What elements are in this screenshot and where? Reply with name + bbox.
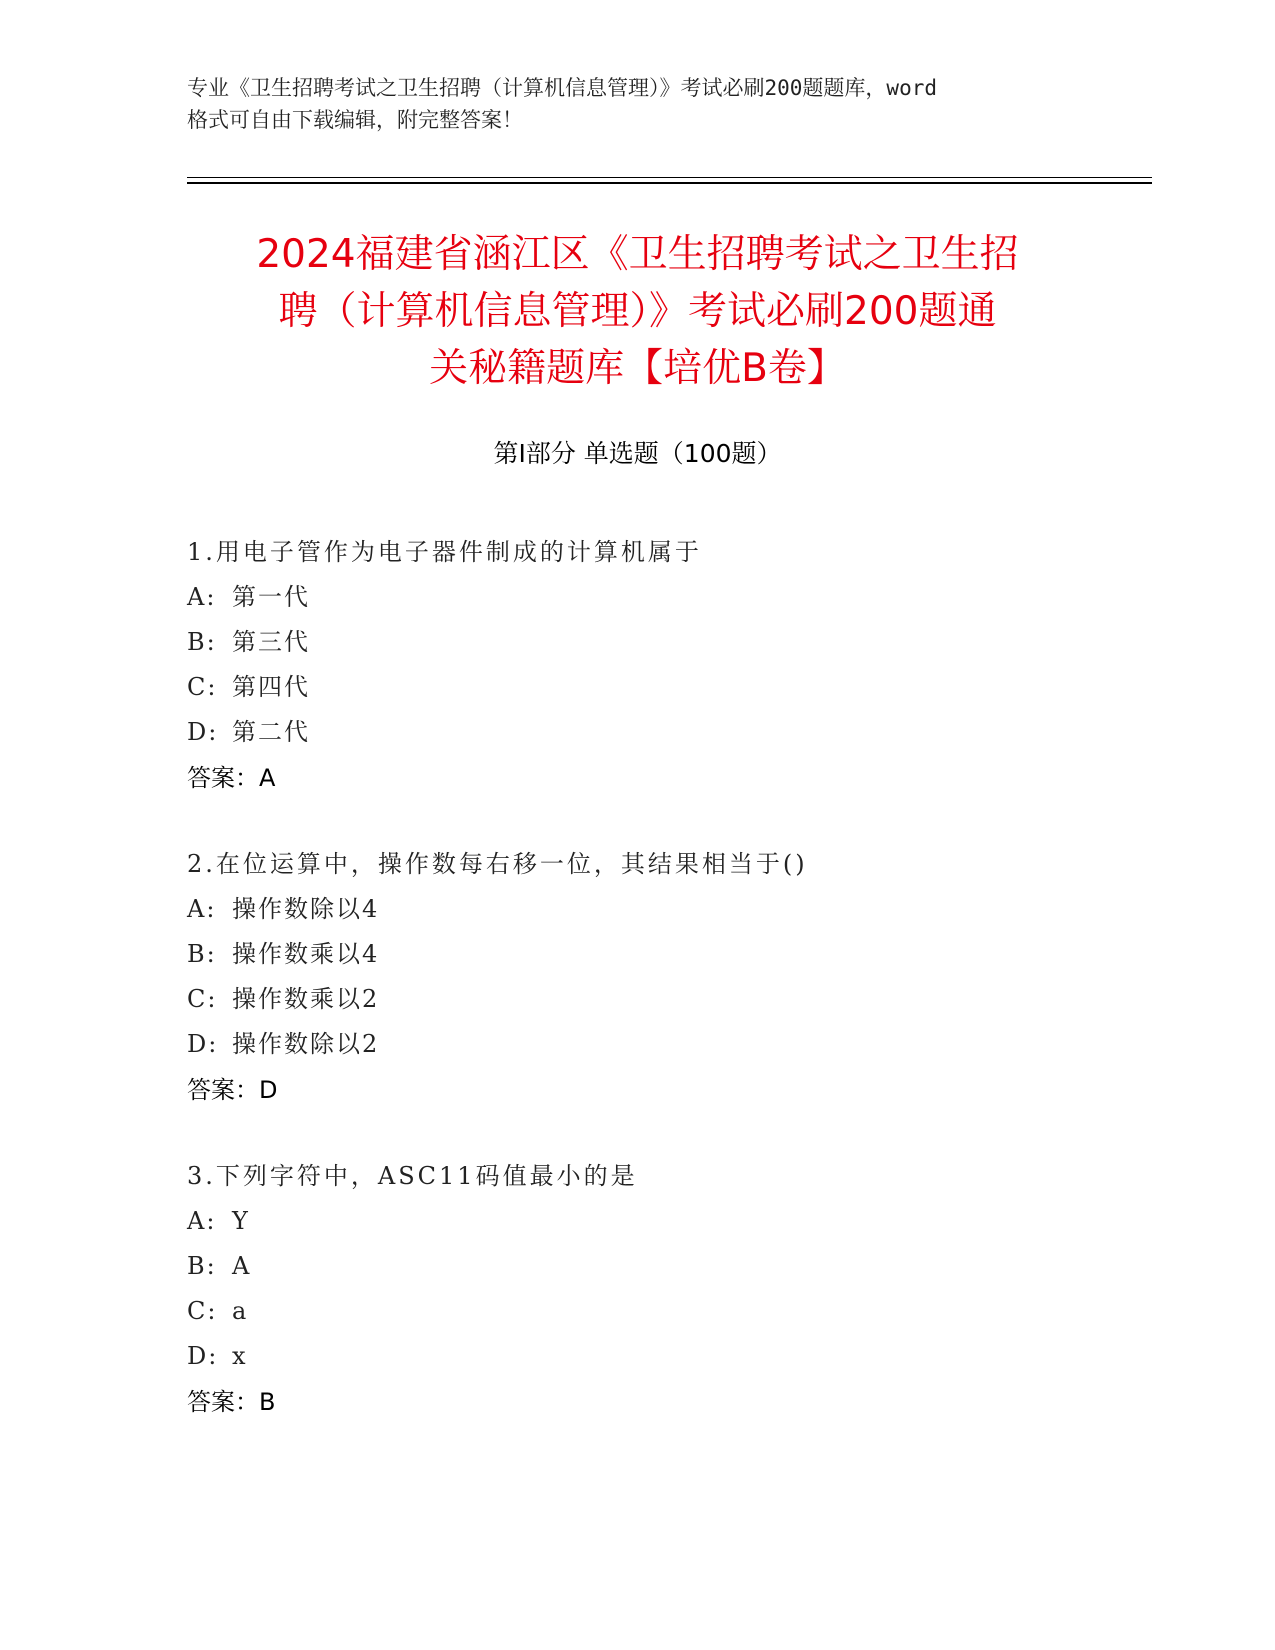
- question-item: [187, 842, 1167, 1114]
- option-letter: C:: [187, 985, 218, 1013]
- option-b: [187, 620, 1167, 665]
- document-title: [150, 226, 1125, 397]
- option-letter: B:: [187, 628, 217, 656]
- option-d: [187, 1334, 1167, 1379]
- answer-line: 答案：A: [187, 764, 276, 792]
- option-c: [187, 665, 1167, 710]
- option-text: 第二代: [232, 718, 310, 746]
- section-heading: 第Ⅰ部分 单选题（100题）: [493, 439, 782, 468]
- option-letter: A:: [187, 1207, 217, 1235]
- option-b: [187, 1244, 1167, 1289]
- header-note-line1: 专业《卫生招聘考试之卫生招聘（计算机信息管理）》考试必刷200题题库，word: [187, 76, 937, 100]
- header-divider-thick: [187, 182, 1152, 184]
- option-text: 第四代: [232, 673, 310, 701]
- option-a: [187, 887, 1167, 932]
- question-item: [187, 1154, 1167, 1426]
- question-stem: 1.用电子管作为电子器件制成的计算机属于: [187, 538, 702, 566]
- option-c: [187, 1289, 1167, 1334]
- document-title-line3: 关秘籍题库【培优B卷】: [429, 346, 846, 391]
- option-text: 操作数乘以2: [232, 985, 380, 1013]
- option-text: 第三代: [232, 628, 310, 656]
- option-text: 操作数除以4: [232, 895, 380, 923]
- option-text: x: [232, 1342, 248, 1370]
- option-text: A: [232, 1252, 252, 1280]
- question-stem: 3.下列字符中，ASC11码值最小的是: [187, 1162, 638, 1190]
- question-list: [187, 530, 1167, 1466]
- question-stem: 2.在位运算中，操作数每右移一位，其结果相当于(): [187, 850, 808, 878]
- option-text: 操作数乘以4: [232, 940, 380, 968]
- option-letter: B:: [187, 940, 217, 968]
- document-title-line2: 聘（计算机信息管理）》考试必刷200题通: [278, 289, 997, 334]
- header-note-line2: 格式可自由下载编辑，附完整答案！: [187, 108, 523, 132]
- header-divider-thin: [187, 177, 1152, 178]
- question-item: [187, 530, 1167, 802]
- option-letter: C:: [187, 673, 218, 701]
- option-letter: B:: [187, 1252, 217, 1280]
- option-letter: A:: [187, 583, 217, 611]
- answer-line: 答案：B: [187, 1388, 276, 1416]
- option-letter: D:: [187, 1342, 219, 1370]
- option-text: Y: [232, 1207, 250, 1235]
- header-note: [187, 72, 1087, 136]
- document-title-line1: 2024福建省涵江区《卫生招聘考试之卫生招: [256, 232, 1019, 277]
- option-letter: A:: [187, 895, 217, 923]
- answer-line: 答案：D: [187, 1076, 278, 1104]
- option-text: 操作数除以2: [232, 1030, 380, 1058]
- option-text: 第一代: [232, 583, 310, 611]
- option-letter: C:: [187, 1297, 218, 1325]
- option-text: a: [232, 1297, 249, 1325]
- option-letter: D:: [187, 1030, 219, 1058]
- option-d: [187, 710, 1167, 755]
- option-a: [187, 575, 1167, 620]
- option-a: [187, 1199, 1167, 1244]
- option-b: [187, 932, 1167, 977]
- option-d: [187, 1022, 1167, 1067]
- option-c: [187, 977, 1167, 1022]
- option-letter: D:: [187, 718, 219, 746]
